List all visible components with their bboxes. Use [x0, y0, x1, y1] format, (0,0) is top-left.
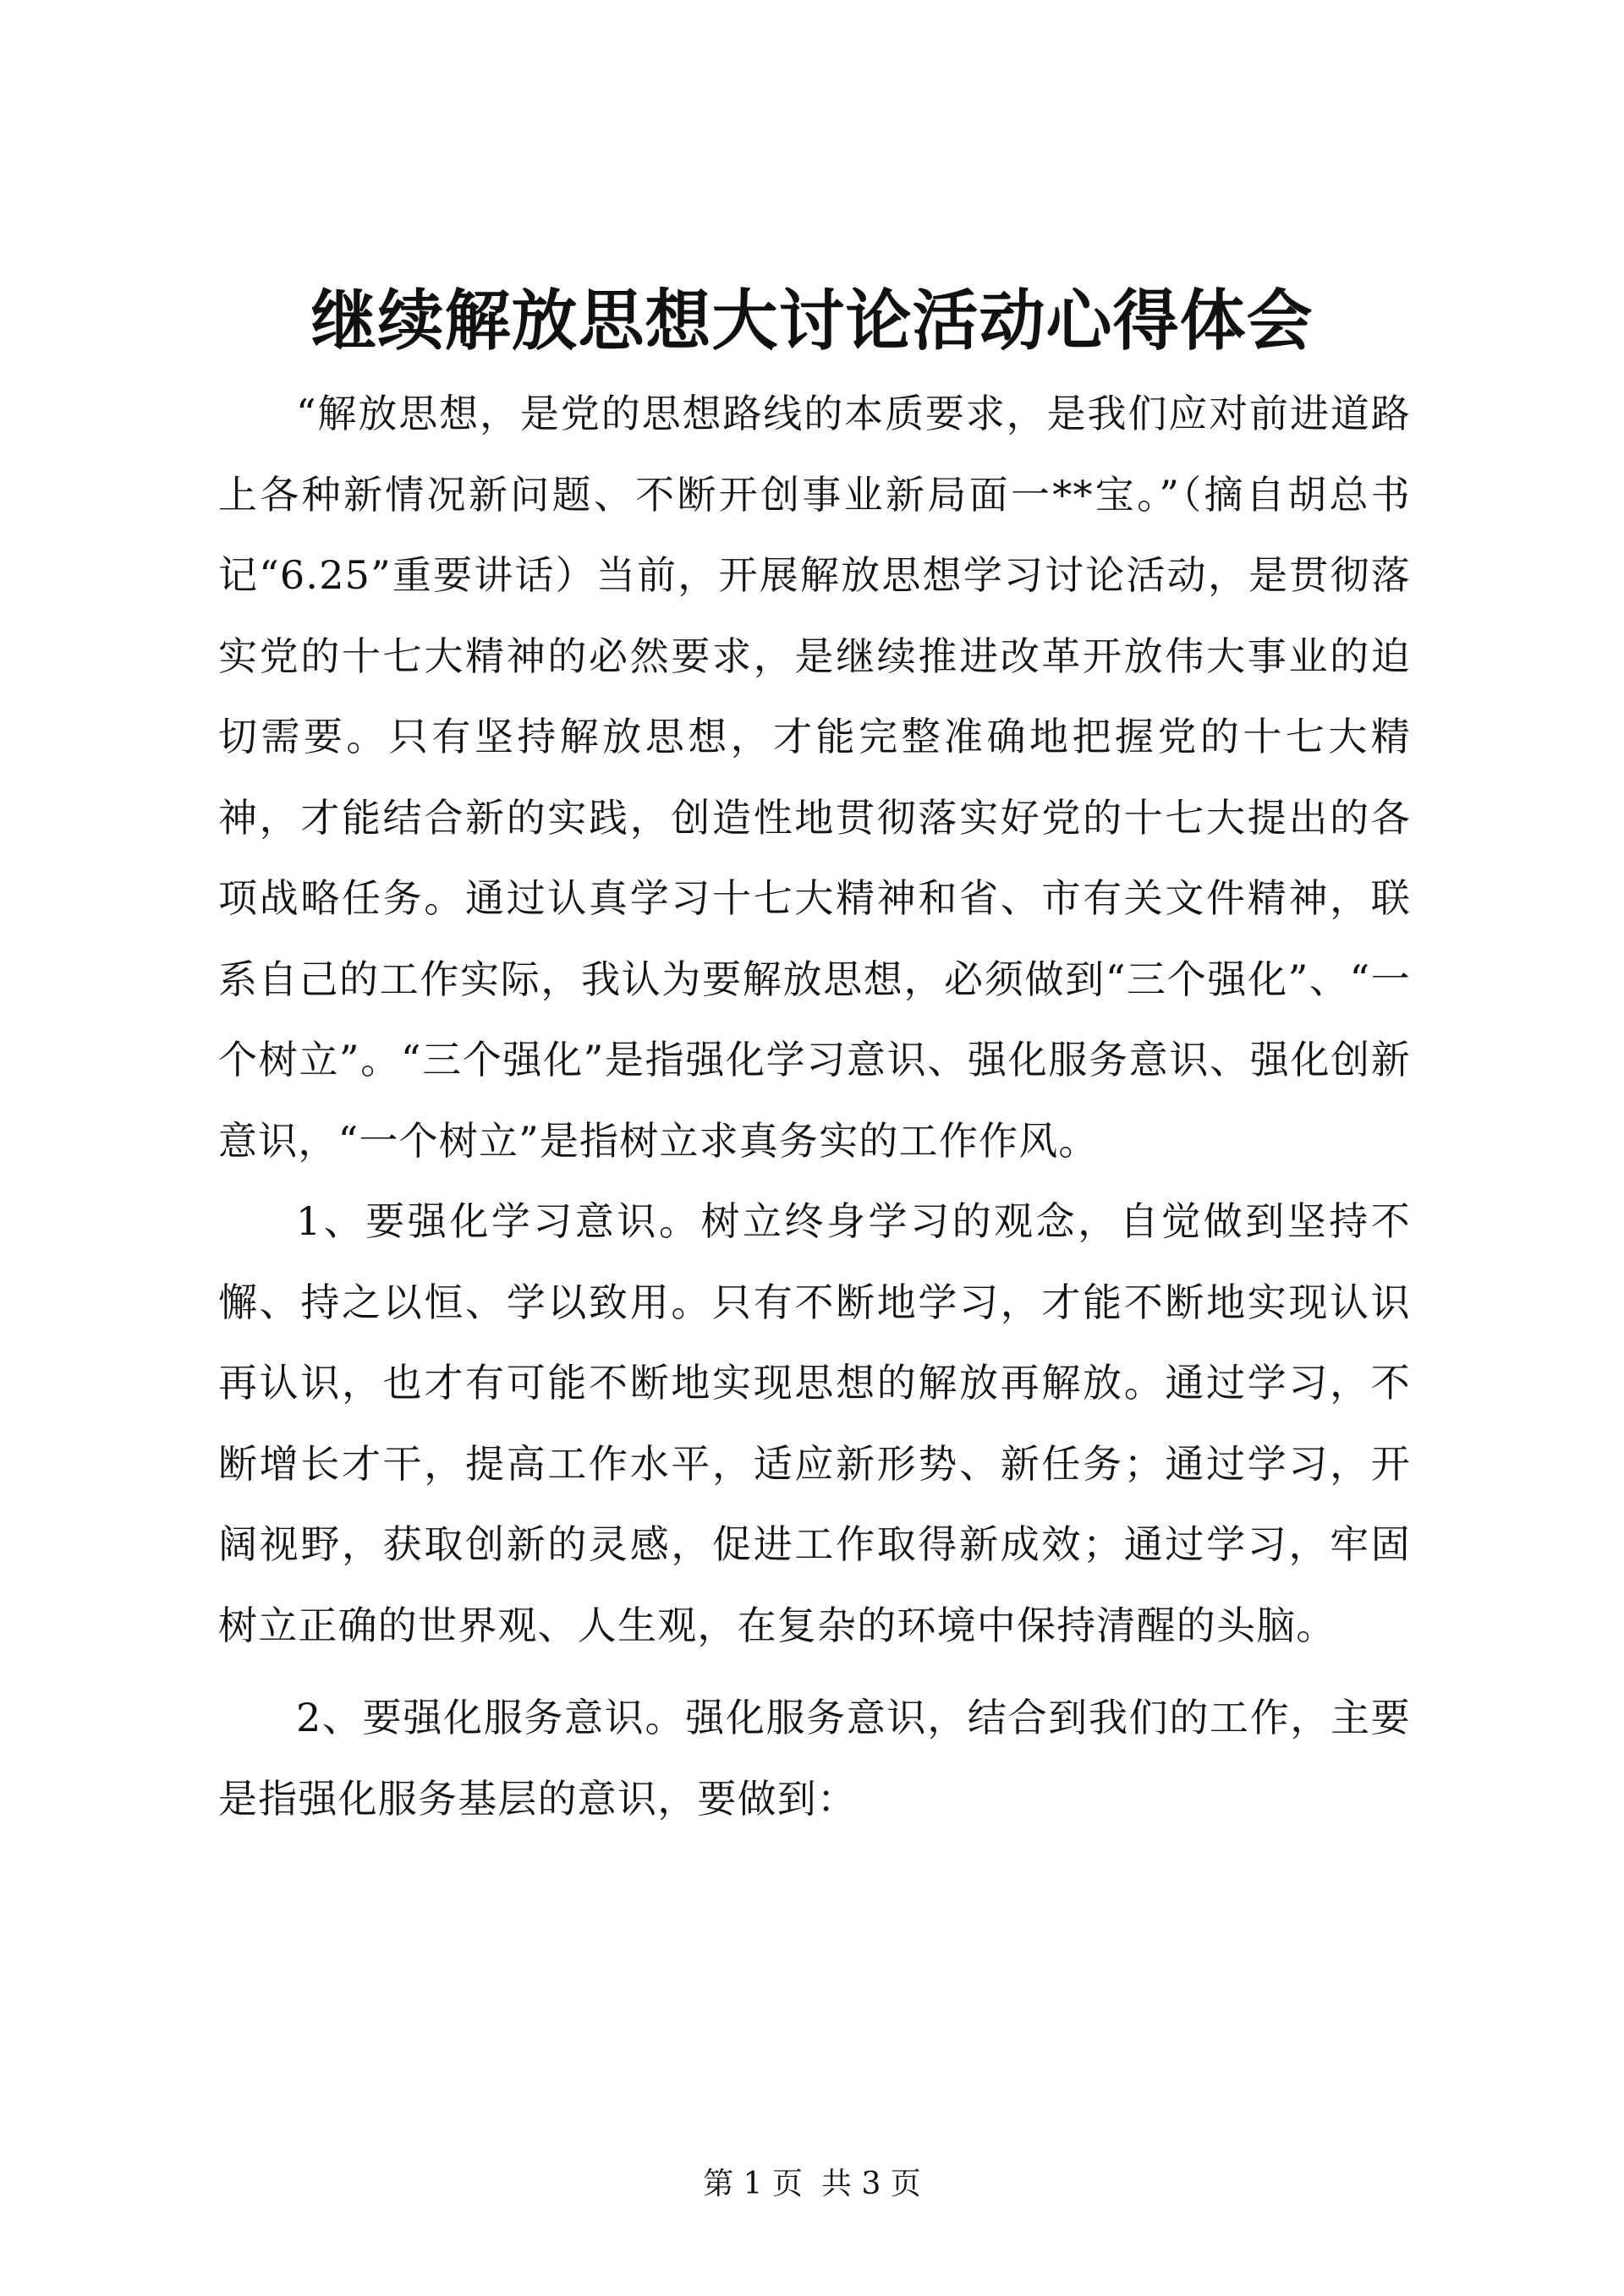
- page-total: 共 3 页: [821, 2167, 921, 2201]
- paragraph-service: 2、要强化服务意识。强化服务意识，结合到我们的工作，主要是指强化服务基层的意识，要做到：: [218, 1695, 1411, 1822]
- document-body: [218, 374, 1411, 1851]
- paragraph-learning: 1、要强化学习意识。树立终身学习的观念，自觉做到坚持不懈、持之以恒、学以致用。只有不断地学习，才能不断地实现认识再认识，也才有可能不断地实现思想的解放再解放。通过学习，不断增长才干，提高工作水平，适应新形势、新任务；通过学习，开阔视野，获取创新的灵感，促进工作取得新成效；通过学习，牢固树立正确的世界观、人生观，在复杂的环境中保持清醒的头脑。: [218, 1198, 1411, 1648]
- page-footer: [0, 2163, 1624, 2206]
- page-number: 第 1 页: [703, 2167, 803, 2201]
- document-title: 继续解放思想大讨论活动心得体会: [310, 282, 1314, 359]
- paragraph-intro: “解放思想，是党的思想路线的本质要求，是我们应对前进道路上各种新情况新问题、不断开创事业新局面一**宝。”（摘自胡总书记“6.25”重要讲话）当前，开展解放思想学习讨论活动，是贯彻落实党的十七大精神的必然要求，是继续推进改革开放伟大事业的迫切需要。只有坚持解放思想，才能完整准确地把握党的十七大精神，才能结合新的实践，创造性地贯彻落实好党的十七大提出的各项战略任务。通过认真学习十七大精神和省、市有关文件精神，联系自己的工作实际，我认为要解放思想，必须做到“三个强化”、“一个树立”。“三个强化”是指强化学习意识、强化服务意识、强化创新意识，“一个树立”是指树立求真务实的工作作风。: [218, 391, 1411, 1164]
